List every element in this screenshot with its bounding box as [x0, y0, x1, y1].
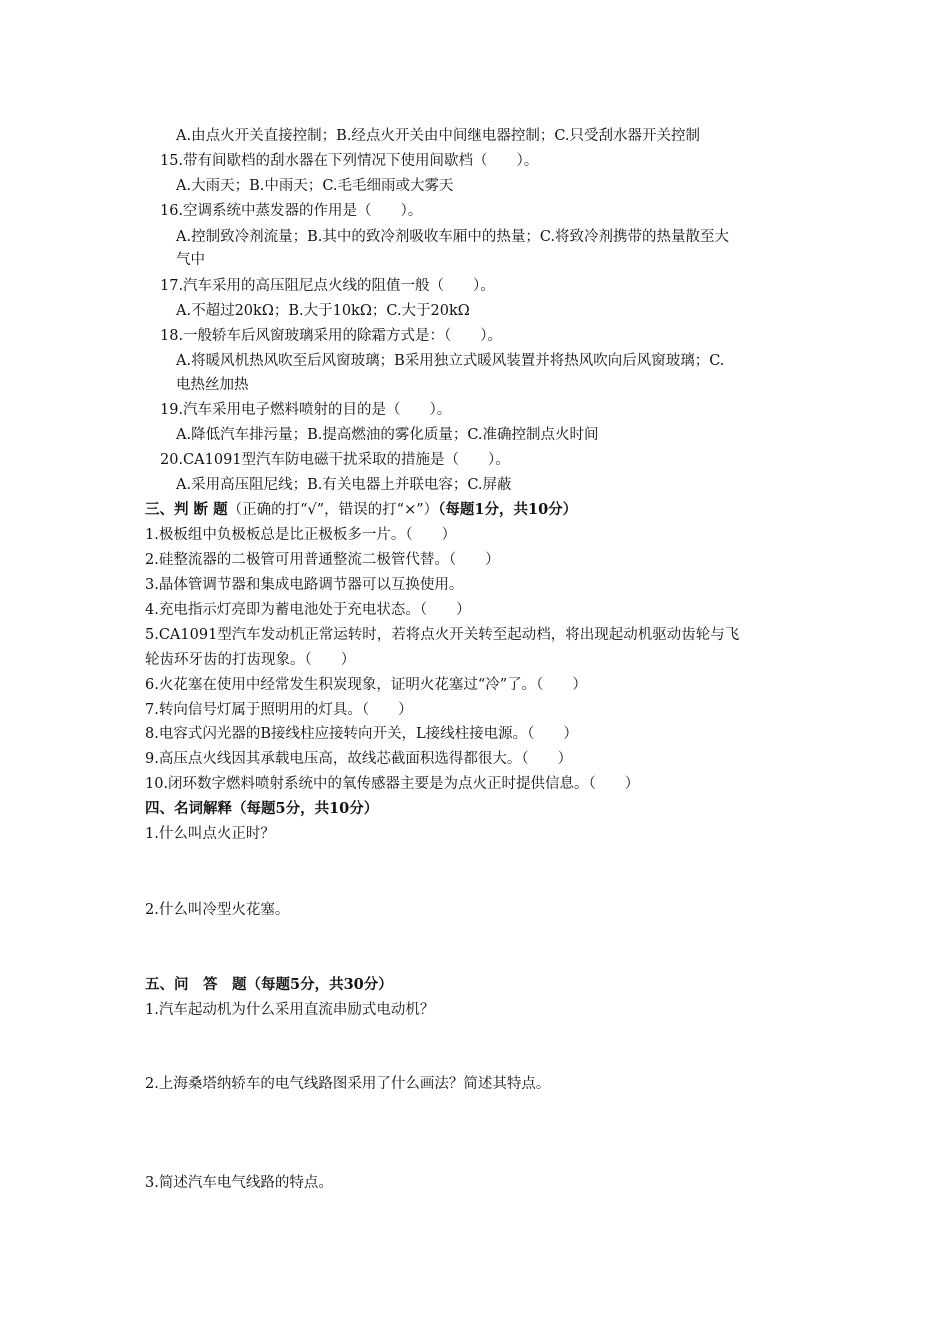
- q16-options: A.控制致冷剂流量；B.其中的致冷剂吸收车厢中的热量；C.将致冷剂携带的热量散至大: [176, 229, 730, 245]
- judge-item-10: 10.闭环数字燃料喷射系统中的氧传感器主要是为点火正时提供信息。（ ）: [145, 776, 640, 792]
- judge-heading-score: （每题1分，共10分）: [438, 501, 578, 518]
- qa-heading: 五、问 答 题（每题5分，共30分）: [145, 976, 393, 993]
- judge-item-4: 4.充电指示灯亮即为蓄电池处于充电状态。（ ）: [145, 602, 471, 618]
- q15-stem: 15.带有间歇档的刮水器在下列情况下使用间歇档（ ）。: [160, 153, 539, 169]
- q15-options: A.大雨天；B.中雨天；C.毛毛细雨或大雾天: [176, 178, 454, 194]
- judge-item-1: 1.极板组中负极板总是比正极板多一片。（ ）: [145, 527, 457, 543]
- q14-options: A.由点火开关直接控制；B.经点火开关由中间继电器控制；C.只受刮水器开关控制: [176, 128, 701, 144]
- judge-heading-instruction: （正确的打“√”，错误的打“×”）: [227, 502, 439, 518]
- q19-options: A.降低汽车排污量；B.提高燃油的雾化质量；C.准确控制点火时间: [176, 427, 599, 443]
- qa-question-2: 2.上海桑塔纳轿车的电气线路图采用了什么画法？简述其特点。: [145, 1076, 551, 1092]
- q18-stem: 18.一般轿车后风窗玻璃采用的除霜方式是：（ ）。: [160, 328, 503, 344]
- judge-heading-title: 三、判 断 题: [145, 501, 228, 518]
- q20-stem: 20.CA1091型汽车防电磁干扰采取的措施是（ ）。: [160, 452, 510, 468]
- judge-heading: [145, 500, 577, 520]
- terms-question-2: 2.什么叫冷型火花塞。: [145, 902, 290, 918]
- q17-stem: 17.汽车采用的高压阻尼点火线的阻值一般（ ）。: [160, 278, 495, 294]
- qa-question-3: 3.简述汽车电气线路的特点。: [145, 1175, 333, 1191]
- q16-options-cont: 气中: [176, 252, 205, 268]
- judge-item-6: 6.火花塞在使用中经常发生积炭现象，证明火花塞过“冷”了。（ ）: [145, 677, 587, 693]
- q16-stem: 16.空调系统中蒸发器的作用是（ ）。: [160, 203, 423, 219]
- q18-options-cont: 电热丝加热: [176, 377, 249, 393]
- q18-options: A.将暖风机热风吹至后风窗玻璃；B采用独立式暖风装置并将热风吹向后风窗玻璃；C.: [176, 353, 725, 369]
- q19-stem: 19.汽车采用电子燃料喷射的目的是（ ）。: [160, 402, 452, 418]
- judge-item-5-cont: 轮齿环牙齿的打齿现象。（ ）: [145, 652, 356, 668]
- q17-options: A.不超过20kΩ；B.大于10kΩ；C.大于20kΩ: [176, 303, 470, 319]
- judge-item-9: 9.高压点火线因其承载电压高，故线芯截面积选得都很大。（ ）: [145, 751, 573, 767]
- judge-item-5: 5.CA1091型汽车发动机正常运转时，若将点火开关转至起动档，将出现起动机驱动齿轮与飞: [145, 627, 740, 643]
- terms-heading: 四、名词解释（每题5分，共10分）: [145, 800, 379, 817]
- judge-item-8: 8.电容式闪光器的B接线柱应接转向开关，L接线柱接电源。（ ）: [145, 726, 578, 742]
- terms-question-1: 1.什么叫点火正时？: [145, 826, 275, 842]
- judge-item-3: 3.晶体管调节器和集成电路调节器可以互换使用。: [145, 577, 464, 593]
- q20-options: A.采用高压阻尼线；B.有关电器上并联电容；C.屏蔽: [176, 477, 512, 493]
- qa-question-1: 1.汽车起动机为什么采用直流串励式电动机？: [145, 1002, 435, 1018]
- judge-item-2: 2.硅整流器的二极管可用普通整流二极管代替。（ ）: [145, 552, 500, 568]
- judge-item-7: 7.转向信号灯属于照明用的灯具。（ ）: [145, 702, 413, 718]
